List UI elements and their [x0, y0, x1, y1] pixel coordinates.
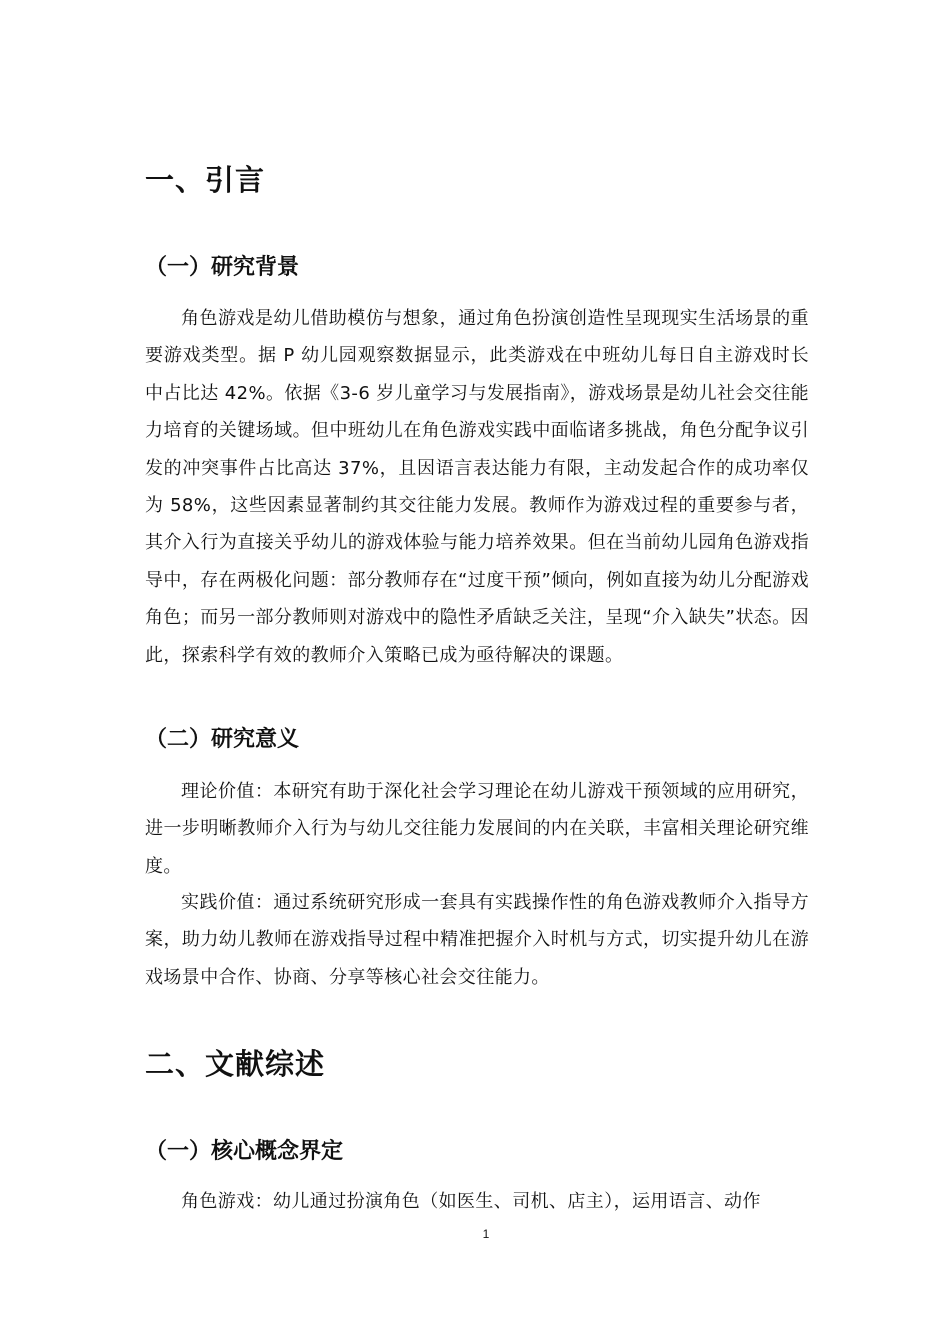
- practical-value-paragraph: 实践价值：通过系统研究形成一套具有实践操作性的角色游戏教师介入指导方案，助力幼儿教师在游戏指导过程中精准把握介入时机与方式，切实提升幼儿在游戏场景中合作、协商、分享等核心社会交往能力。: [145, 892, 809, 988]
- role-play-definition-paragraph: 角色游戏：幼儿通过扮演角色（如医生、司机、店主），运用语言、动作: [181, 1191, 761, 1212]
- section-heading-introduction: 一、引言: [145, 163, 266, 197]
- section-heading-literature-review: 二、文献综述: [145, 1047, 326, 1081]
- theoretical-value-paragraph: 理论价值：本研究有助于深化社会学习理论在幼儿游戏干预领域的应用研究，进一步明晰教师介入行为与幼儿交往能力发展间的内在关联，丰富相关理论研究维度。: [145, 781, 809, 877]
- page-number: 1: [482, 1227, 490, 1241]
- subsection-heading-significance: （二）研究意义: [145, 727, 300, 752]
- subsection-heading-core-concepts: （一）核心概念界定: [145, 1139, 344, 1164]
- background-paragraph: 角色游戏是幼儿借助模仿与想象，通过角色扮演创造性呈现现实生活场景的重要游戏类型。据 P 幼儿园观察数据显示，此类游戏在中班幼儿每日自主游戏时长中占比达 42%。依据《3-6 岁儿童学习与发展指南》，游戏场景是幼儿社会交往能力培育的关键场域。但中班幼儿在角色游戏实践中面临诸多挑战，角色分配争议引发的冲突事件占比高达 37%，且因语言表达能力有限，主动发起合作的成功率仅为 58%，这些因素显著制约其交往能力发展。教师作为游戏过程的重要参与者，其介入行为直接关乎幼儿的游戏体验与能力培养效果。但在当前幼儿园角色游戏指导中，存在两极化问题：部分教师存在“过度干预”倾向，例如直接为幼儿分配游戏角色；而另一部分教师则对游戏中的隐性矛盾缺乏关注，呈现“介入缺失”状态。因此，探索科学有效的教师介入策略已成为亟待解决的课题。: [145, 308, 809, 666]
- subsection-heading-background: （一）研究背景: [145, 255, 300, 280]
